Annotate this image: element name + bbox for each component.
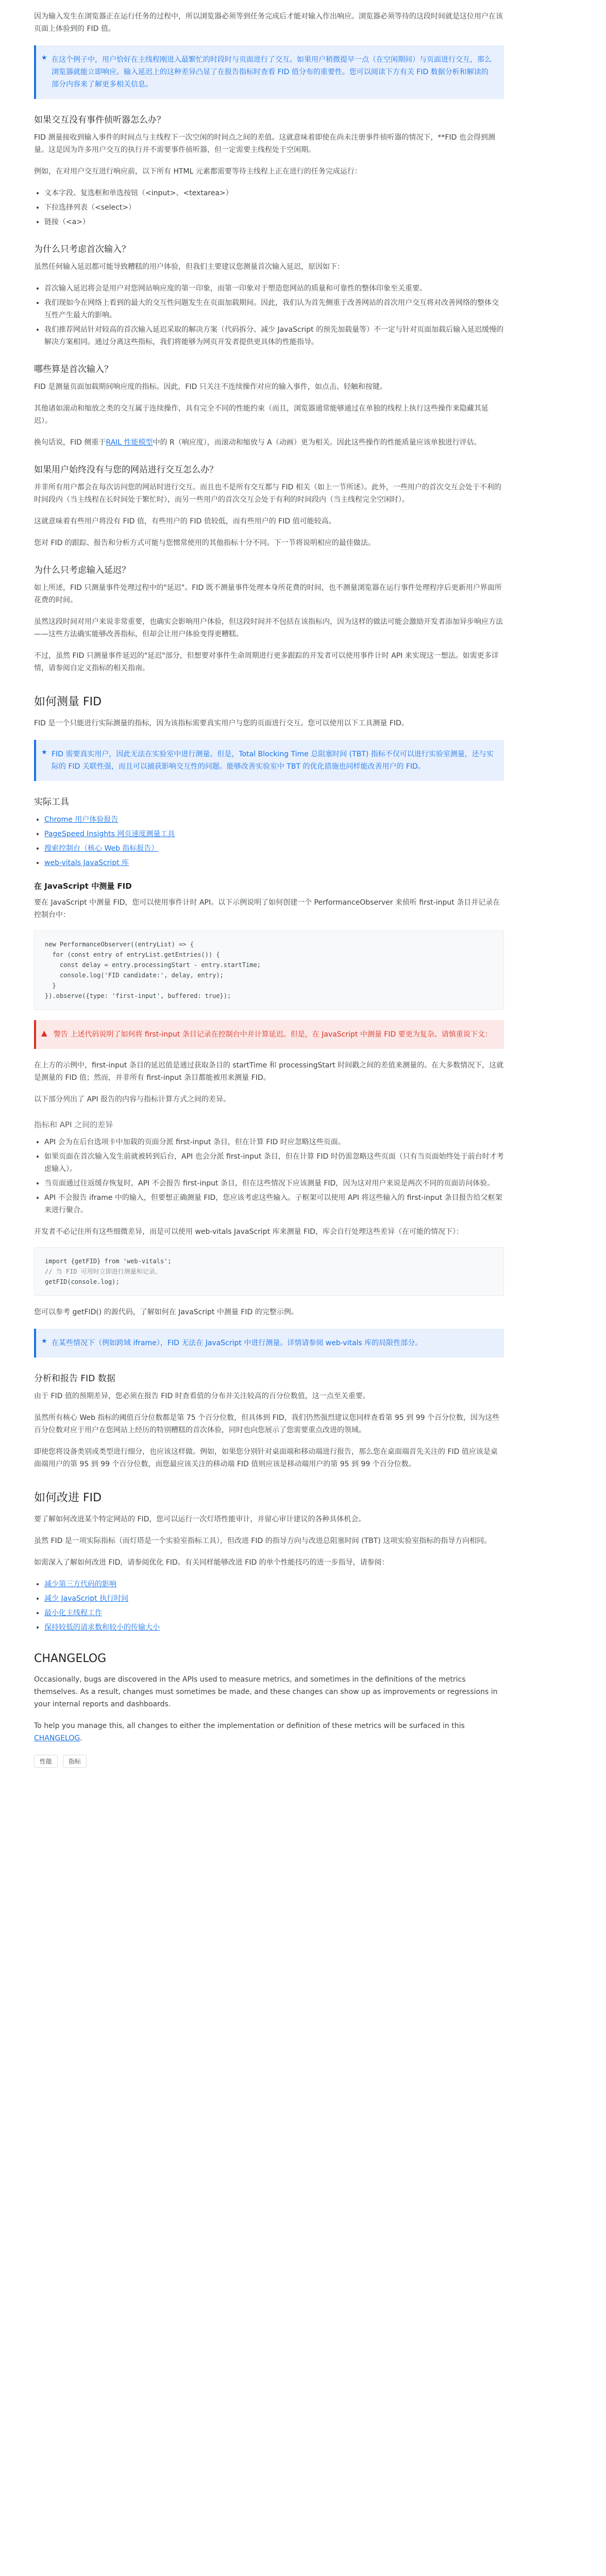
- info-note-text: 在某些情况下（例如跨域 iframe），FID 无法在 JavaScript 中进行测量。详情请参阅 web-vitals 库的局限性部分。: [52, 1339, 423, 1347]
- paragraph: 例如，在对用户交互进行响应前，以下所有 HTML 元素都需要等待主线程上正在进行的任务完成运行：: [34, 167, 362, 176]
- list-item: [44, 857, 504, 869]
- paragraph: 如需深入了解如何改进 FID，请参阅优化 FID。有关同样能够改进 FID 的单个性能技巧的进一步指导，请参阅：: [34, 1558, 389, 1567]
- paragraph: 虽然这段时间对用户来说非常重要，也确实会影响用户体验，但这段时间并不包括在该指标内，因为这样的做法可能会激励开发者添加异步响应方法——这些方法确实能够改善指标，但却会让用户体验变得更糟糕。: [34, 618, 503, 638]
- paragraph: FID 是测量页面加载期间响应度的指标。因此，FID 只关注不连续操作对应的输入事件，如点击、轻触和按键。: [34, 383, 387, 391]
- code-line: console.log('FID candidate:', delay, entry);: [45, 972, 224, 979]
- list-item: [44, 828, 504, 840]
- code-line: new PerformanceObserver((entryList) => {: [45, 941, 194, 948]
- list-item: [44, 842, 504, 855]
- code-line: }: [45, 982, 56, 989]
- paragraph: 不过，虽然 FID 只测量事件延迟的"延迟"部分，但想要对事件生命周期进行更多跟踪的开发者可以使用事件计时 API 来实现这一想法。如需更多详情，请参阅自定义指标的相关指南。: [34, 652, 499, 672]
- paragraph: 虽然所有核心 Web 指标的阈值百分位数都是第 75 个百分位数，但具体到 FID，我们仍然强烈建议您同样查看第 95 到 99 个百分位数，因为这些百分位数对应于用户在您网站上经历的特别糟糕的首次体验，同时也向您展示了您需要重点改进的领域。: [34, 1414, 499, 1434]
- info-note: [34, 740, 504, 781]
- info-note: [34, 1329, 504, 1358]
- warning-note-text: 警告 上述代码说明了如何将 first-input 条目记录在控制台中并计算延迟。但是，在 JavaScript 中测量 FID 要更为复杂。请慎重说下文：: [54, 1030, 492, 1039]
- improve-heading: 如何改进 FID: [34, 1492, 102, 1504]
- warning-icon: ▲: [41, 1028, 47, 1038]
- tag-chip[interactable]: 性能: [34, 1755, 58, 1768]
- text: .: [80, 1734, 82, 1742]
- text: 中的 R（响应度），而滚动和缩放与 A（动画）更为相关。因此这些操作的性能质量应该单独进行评估。: [153, 438, 481, 447]
- guide-list: [34, 1578, 504, 1634]
- section-heading: 分析和报告 FID 数据: [34, 1374, 115, 1384]
- code-block[interactable]: [34, 930, 504, 1010]
- article: [34, 10, 504, 1768]
- code-line: const delay = entry.processingStart - entry.startTime;: [45, 961, 261, 969]
- star-icon: ★: [41, 1337, 47, 1345]
- list-item: • 文本字段、复选框和单选按钮（<input>、<textarea>）: [44, 187, 504, 199]
- paragraph: 由于 FID 值的预期差异，您必须在报告 FID 时查看值的分布并关注较高的百分位数值，这一点至关重要。: [34, 1392, 370, 1400]
- paragraph: 虽然 FID 是一项实际指标（而灯塔是一个实验室指标工具），但改进 FID 的指导方向与改进总阻塞时间 (TBT) 这项实验室指标的指导方向相同。: [34, 1537, 492, 1545]
- list-item: • 首次输入延迟将会是用户对您网站响应度的第一印象，而第一印象对于塑造您网站的质量和可靠性的整体印象至关重要。: [44, 282, 504, 295]
- paragraph: 开发者不必记住所有这些细微差异，而是可以使用 web-vitals JavaScript 库来测量 FID，库会自行处理这些差异（在可能的情况下）：: [34, 1228, 463, 1236]
- js-heading: 在 JavaScript 中测量 FID: [34, 882, 132, 891]
- tool-link-search-console[interactable]: 搜索控制台（核心 Web 指标报告）: [44, 844, 159, 853]
- element-list: [34, 187, 504, 228]
- tools-heading: 实际工具: [34, 797, 69, 807]
- tag-chip[interactable]: 指标: [63, 1755, 87, 1768]
- list-item: • 我们推荐网站针对较高的首次输入延迟采取的解决方案（代码拆分、减少 JavaScript 的预先加载量等）不一定与针对页面加载后输入延迟缓慢的解决方案相同。通过分离这些指标，我们将能够为网页开发者提供更具体的性能指导。: [44, 324, 504, 348]
- paragraph: 虽然任何输入延迟都可能导致糟糕的用户体验，但我们主要建议您测量首次输入延迟，原因如下：: [34, 263, 344, 271]
- paragraph: 这就意味着有些用户将没有 FID 值，有些用户的 FID 值较低，而有些用户的 FID 值可能较高。: [34, 517, 336, 526]
- list-item: • API 会为在后台选项卡中加载的页面分派 first-input 条目，但在计算 FID 时应忽略这些页面。: [44, 1136, 504, 1148]
- tool-link-web-vitals[interactable]: web-vitals JavaScript 库: [44, 859, 129, 867]
- paragraph: 以下部分列出了 API 报告的内容与指标计算方式之间的差异。: [34, 1095, 231, 1104]
- paragraph: 您可以参考 getFID() 的源代码，了解如何在 JavaScript 中测量 FID 的完整示例。: [34, 1308, 298, 1316]
- list-item: [44, 1621, 504, 1634]
- section-heading: 如果用户始终没有与您的网站进行交互怎么办？: [34, 465, 218, 475]
- paragraph: Occasionally, bugs are discovered in the APIs used to measure metrics, and sometimes in the definitions of the metrics themselves. As a result, changes must sometimes be made, and these changes can show up as improvements or regressions in your internal reports and dashboards.: [34, 1675, 498, 1708]
- list-item: [44, 1578, 504, 1590]
- paragraph: 要了解如何改进某个特定网站的 FID，您可以运行一次灯塔性能审计，并留心审计建议的各种具体机会。: [34, 1515, 366, 1523]
- paragraph: 您对 FID 的跟踪、报告和分析方式可能与您惯常使用的其他指标十分不同。下一节将说明相应的最佳做法。: [34, 539, 375, 547]
- list-item: • 链接（<a>）: [44, 216, 504, 228]
- section-heading: 指标和 API 之间的差异: [34, 1120, 113, 1129]
- page: [0, 10, 606, 1788]
- code-line: // 当 FID 可用时立即进行测量和记录。: [45, 1268, 161, 1275]
- star-icon: ★: [41, 749, 47, 756]
- code-line: getFID(console.log);: [45, 1278, 120, 1285]
- guide-link[interactable]: 减少 JavaScript 执行时间: [44, 1595, 129, 1603]
- paragraph: 在上方的示例中，first-input 条目的延迟值是通过获取条目的 startTime 和 processingStart 时间戳之间的差值来测量的。在大多数情况下，这就是测量的 FID 值；然而，并非所有 first-input 条目都能被用来测量 FID。: [34, 1061, 504, 1082]
- info-note-text: 在这个例子中，用户恰好在主线程刚进入最繁忙的时段时与页面进行了交互。如果用户稍微提早一点（在空闲期间）与页面进行交互，那么浏览器就能立即响应。输入延迟上的这种差异凸显了在报告指标时查看 FID 值分布的重要性。您可以阅读下方有关 FID 数据分析和解读的部分内容来了解更多相关信息。: [52, 56, 492, 89]
- list-item: [44, 814, 504, 826]
- reason-list: [34, 282, 504, 348]
- list-item: • 我们现如今在网络上看到的最大的交互性问题发生在页面加载期间。因此，我们认为首先侧重于改善网站的首次用户交互将对改善网络的整体交互性产生最大的影响。: [44, 297, 504, 321]
- paragraph: [34, 436, 504, 449]
- info-note-text: FID 需要真实用户，因此无法在实验室中进行测量。但是，Total Blocking Time 总阻塞时间 (TBT) 指标不仅可以进行实验室测量，还与实际的 FID 关联性强，而且可以捕获影响交互性的问题。能够改善实验室中 TBT 的优化措施也同样能改善用户的 FID。: [52, 750, 494, 771]
- paragraph: 要在 JavaScript 中测量 FID，您可以使用事件计时 API。以下示例说明了如何创建一个 PerformanceObserver 来侦听 first-input 条目并记录在控制台中：: [34, 899, 500, 919]
- tag-list: [34, 1755, 504, 1768]
- list-item: • API 不会报告 iframe 中的输入，但要想正确测量 FID，您应该考虑这些输入。子框架可以使用 API 将这些输入的 first-input 条目报告给父框架来进行聚合。: [44, 1192, 504, 1216]
- warning-note: [34, 1020, 504, 1049]
- star-icon: ★: [41, 54, 47, 62]
- section-heading: 如果交互没有事件侦听器怎么办？: [34, 115, 165, 125]
- section-heading: 哪些算是首次输入？: [34, 364, 113, 375]
- paragraph: FID 测量接收到输入事件的时间点与主线程下一次空闲的时间点之间的差值。这就意味着即使在尚未注册事件侦听器的情况下，**FID 也会得到测量。这是因为许多用户交互的执行并不需要事件侦听器，但一定需要主线程处于空闲期。: [34, 133, 495, 154]
- list-item: [44, 1592, 504, 1605]
- list-item: • 如果页面在首次输入发生前就被转到后台，API 也会分派 first-input 条目，但在计算 FID 时仍需忽略这些页面（只有当页面始终处于前台时才考虑输入）。: [44, 1150, 504, 1175]
- paragraph: 其他诸如滚动和缩放之类的交互属于连续操作，具有完全不同的性能约束（而且，浏览器通常能够通过在单独的线程上执行这些操作来隐藏其延迟）。: [34, 404, 489, 425]
- text: 换句话说，FID 侧重于: [34, 438, 106, 447]
- code-line: }).observe({type: 'first-input', buffered: true});: [45, 992, 231, 999]
- guide-link[interactable]: 减少第三方代码的影响: [44, 1580, 116, 1588]
- section-heading: 为什么只考虑首次输入？: [34, 244, 130, 255]
- guide-link[interactable]: 保持较低的请求数和较小的传输大小: [44, 1623, 160, 1632]
- intro-paragraph: 因为输入发生在浏览器正在运行任务的过程中，所以浏览器必须等到任务完成后才能对输入作出响应。浏览器必须等待的这段时间就是这位用户在该页面上体验到的 FID 值。: [34, 12, 503, 33]
- measure-heading: 如何测量 FID: [34, 696, 102, 708]
- changelog-heading: CHANGELOG: [34, 1652, 107, 1665]
- section-heading: 为什么只考虑输入延迟？: [34, 565, 130, 575]
- list-item: • 下拉选择列表（<select>）: [44, 201, 504, 214]
- text: To help you manage this, all changes to either the implementation or definition of these metrics will be surfaced in this: [34, 1722, 465, 1730]
- rail-model-link[interactable]: RAIL 性能模型: [106, 438, 153, 447]
- paragraph: FID 是一个只能进行实际测量的指标，因为该指标需要真实用户与您的页面进行交互。您可以使用以下工具测量 FID。: [34, 719, 409, 727]
- difference-list: [34, 1136, 504, 1216]
- paragraph: [34, 1720, 504, 1744]
- guide-link[interactable]: 最小化主线程工作: [44, 1609, 102, 1617]
- tool-link-crux[interactable]: Chrome 用户体验报告: [44, 816, 119, 824]
- code-line: import {getFID} from 'web-vitals';: [45, 1258, 172, 1265]
- info-note: [34, 45, 504, 99]
- paragraph: 即使您将设备类别或类型进行细分，也应该这样做。例如，如果您分别针对桌面端和移动端进行报告，那么您在桌面端首先关注的 FID 值应该是桌面端用户的第 95 到 99 个百分位数，而您最应该关注的移动端 FID 值则应该是移动端用户的第 95 到 99 个百分位数。: [34, 1448, 498, 1468]
- list-item: [44, 1607, 504, 1619]
- tools-list: [34, 814, 504, 869]
- list-item: • 当页面通过往返缓存恢复时，API 不会报告 first-input 条目，但在这些情况下应该测量 FID，因为这对用户来说是两次不同的页面访问体验。: [44, 1177, 504, 1190]
- paragraph: 并非所有用户都会在每次访问您的网站时进行交互。而且也不是所有交互都与 FID 相关（如上一节所述）。此外，一些用户的首次交互会处于不利的时间段内（当主线程在长时间处于繁忙时），而另一些用户的首次交互会处于有利的时间段内（当主线程完全空闲时）。: [34, 483, 501, 504]
- tool-link-psi[interactable]: PageSpeed Insights 网页速度测量工具: [44, 830, 175, 838]
- changelog-link[interactable]: CHANGELOG: [34, 1734, 80, 1742]
- code-block[interactable]: [34, 1247, 504, 1296]
- paragraph: 如上所述，FID 只测量事件处理过程中的"延迟"。FID 既不测量事件处理本身所花费的时间，也不测量浏览器在运行事件处理程序后更新用户界面所花费的时间。: [34, 584, 502, 604]
- code-line: for (const entry of entryList.getEntries()) {: [45, 951, 220, 958]
